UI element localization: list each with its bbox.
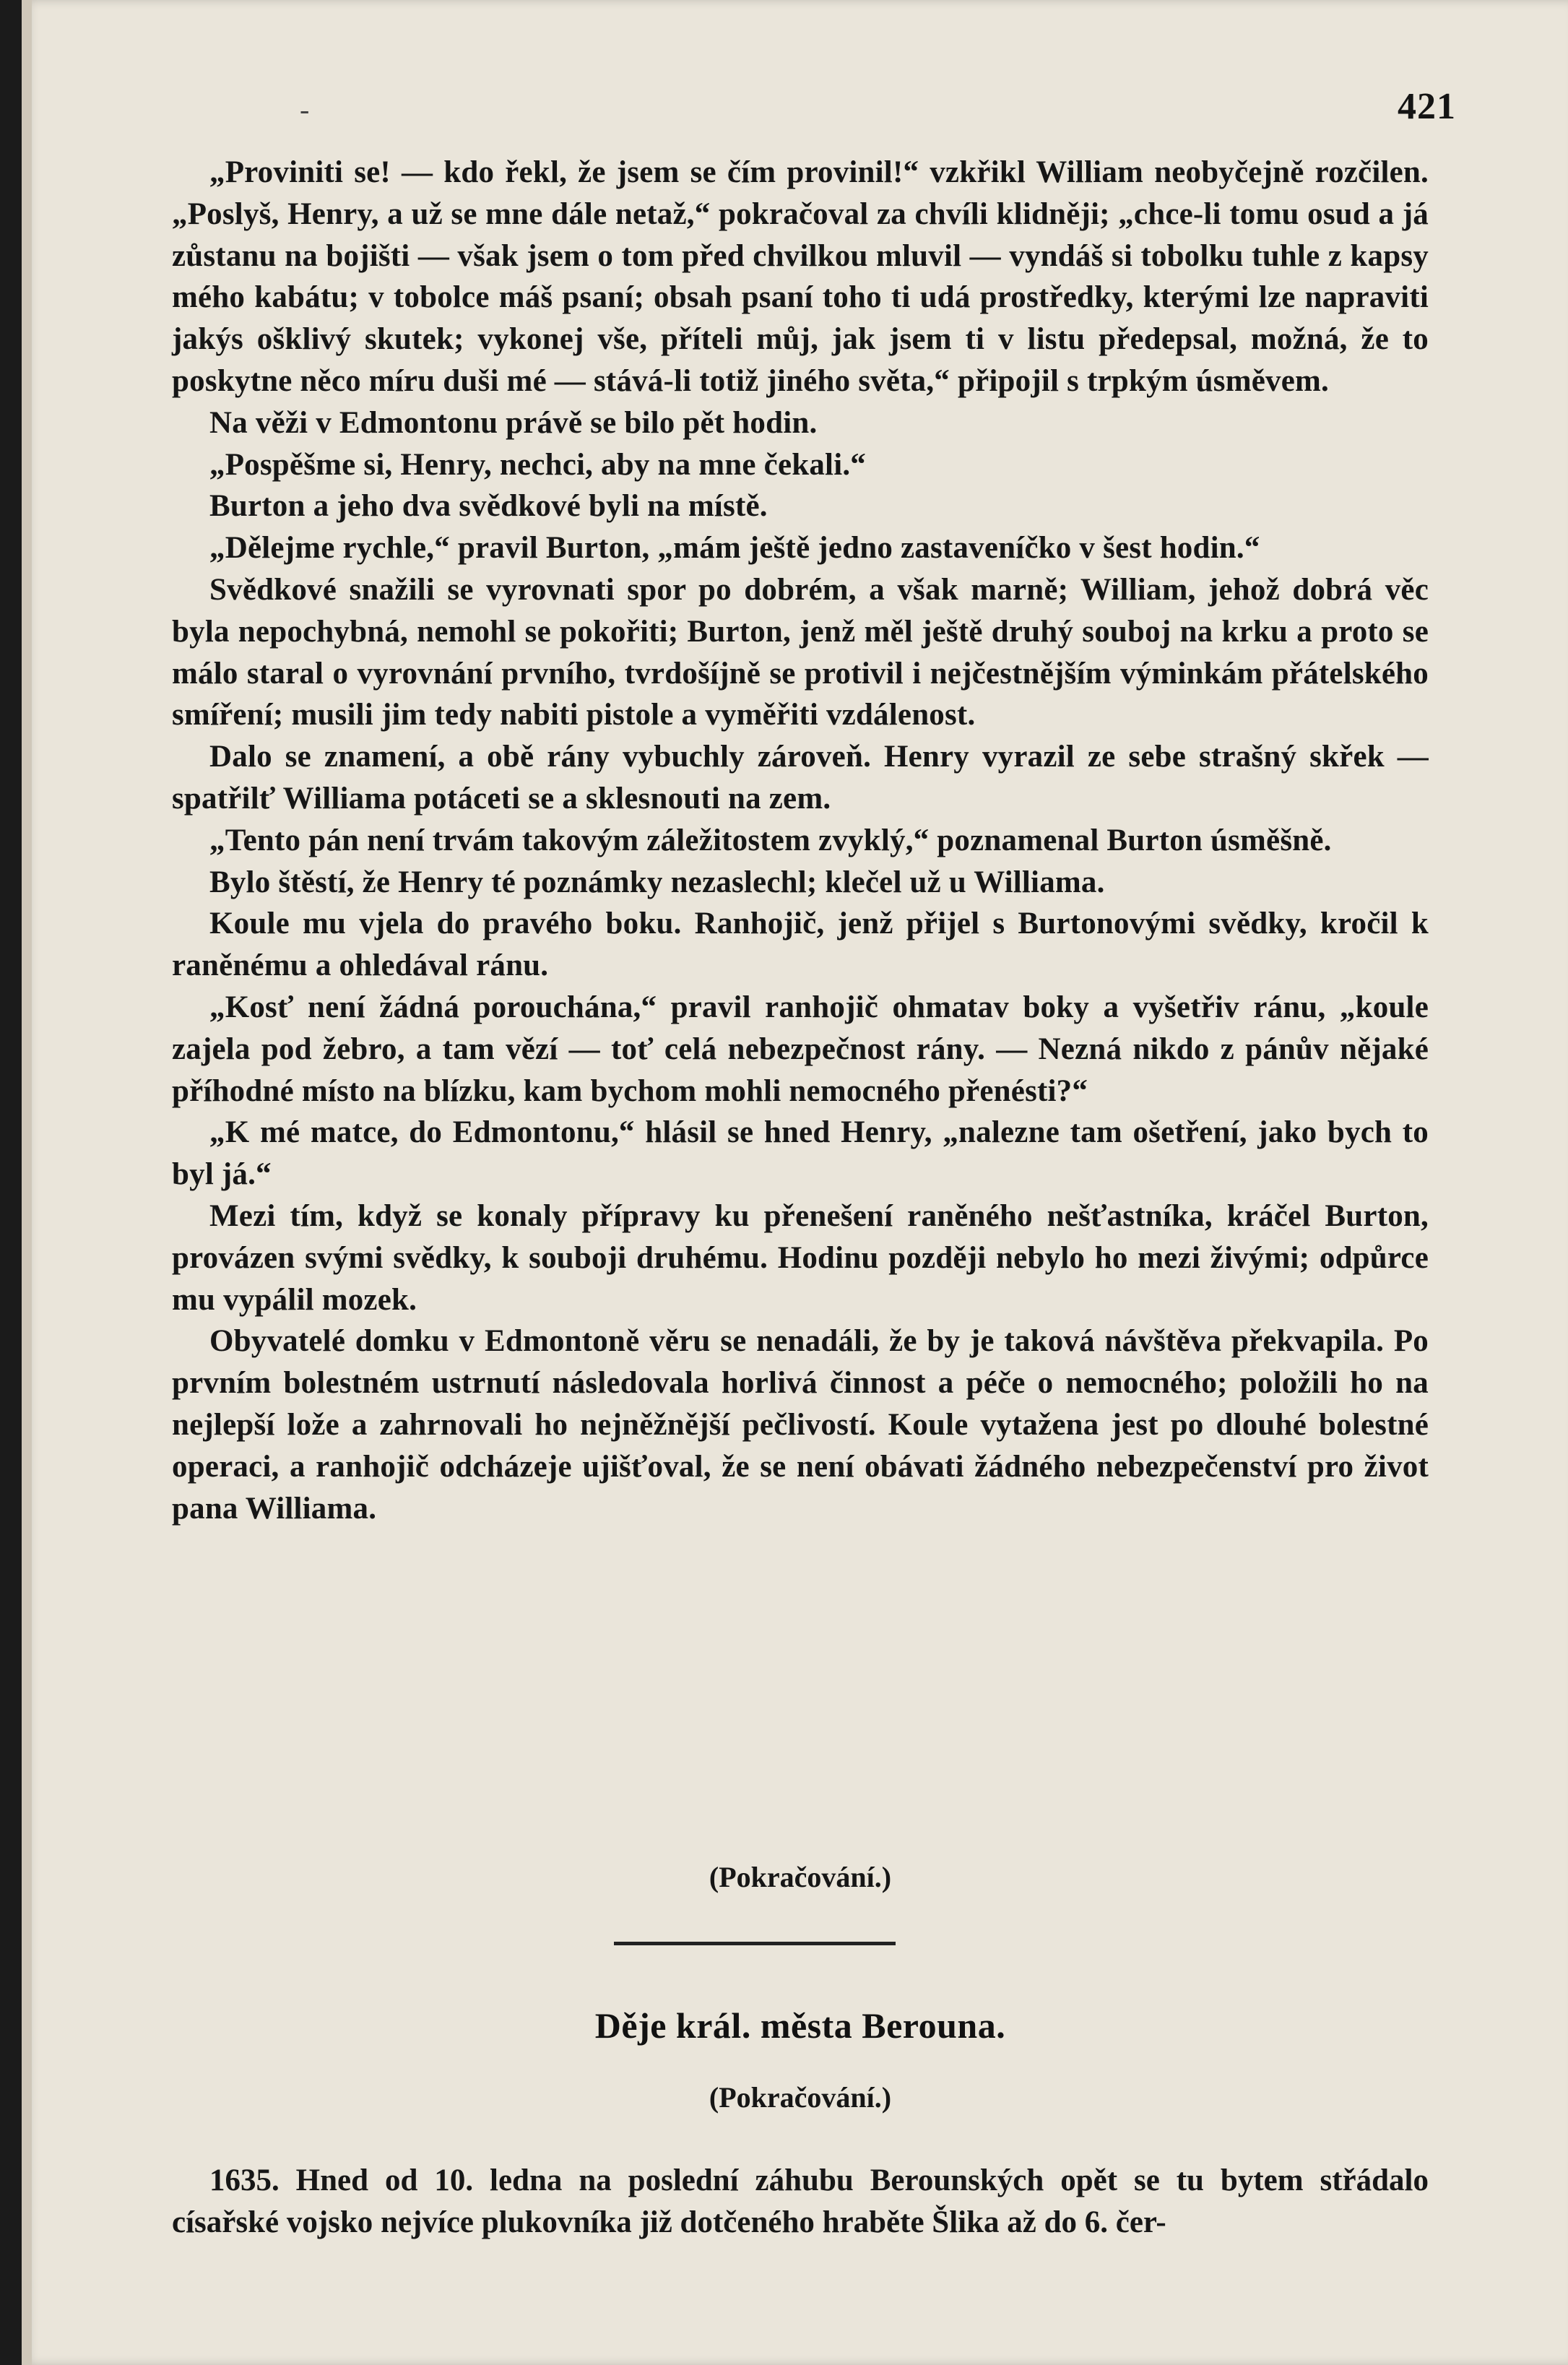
section-divider <box>614 1942 896 1945</box>
paragraph: Burton a jeho dva svědkové byli na místě. <box>209 489 768 524</box>
paragraph: „Kosť není žádná porouchána,“ pravil ranhojič ohmatav boky a vyšetřiv ránu, „koule zajela pod žebro, a tam vězí — toť celá nebezpečnost rány. — Nezná nikdo z pánův nějaké příhodné místo na blízku, kam bychom mohli nemocného přenésti?“ <box>172 990 1429 1108</box>
paragraph: Dalo se znamení, a obě rány vybuchly zároveň. Henry vyrazil ze sebe strašný skřek — spatřilť Williama potáceti se a sklesnouti na zem. <box>172 740 1429 816</box>
paragraph: „Pospěšme si, Henry, nechci, aby na mne čekali.“ <box>209 447 866 482</box>
paragraph: „Tento pán není trvám takovým záležitostem zvyklý,“ poznamenal Burton úsměšně. <box>209 823 1332 857</box>
section-continued-note: (Pokračování.) <box>709 2081 892 2114</box>
paragraph: Obyvatelé domku v Edmontoně věru se nenadáli, že by je taková návštěva překvapila. Po prvním bolestném ustrnutí následovala horlivá činnost a péče o nemocného; položili ho na nejlepší lože a zahrnovali ho nejněžnější pečlivostí. Koule vytažena jest po dlouhé bolestné operaci, a ranhojič odcházeje ujišťoval, že se není obávati žádného nebezpečenství pro život pana Williama. <box>172 1324 1429 1526</box>
paragraph: „Dělejme rychle,“ pravil Burton, „mám ještě jedno zastaveníčko v šest hodin.“ <box>209 531 1260 566</box>
paragraph: „Proviniti se! — kdo řekl, že jsem se čím provinil!“ vzkřikl William neobyčejně rozčilen. „Poslyš, Henry, a už se mne dále netaž,“ pokračoval za chvíli klidněji; „chce-li tomu osud a já zůstanu na bojišti — však jsem o tom před chvilkou mluvil — vyndáš si tobolku tuhle z kapsy mého kabátu; v tobolce máš psaní; obsah psaní toho ti udá prostředky, kterými lze napraviti jakýs ošklivý skutek; vykonej vše, příteli můj, jak jsem ti v listu předepsal, možná, že to poskytne něco míru duši mé — stává-li totiž jiného světa,“ připojil s trpkým úsměvem. <box>172 155 1429 398</box>
paragraph: Bylo štěstí, že Henry té poznámky nezaslechl; klečel už u Williama. <box>209 865 1105 899</box>
margin-dash: - <box>300 93 310 126</box>
paragraph: Koule mu vjela do pravého boku. Ranhojič, jenž přijel s Burtonovými svědky, kročil k raněnému a ohledával ránu. <box>172 907 1429 983</box>
paragraph: Svědkové snažili se vyrovnati spor po dobrém, a však marně; William, jehož dobrá věc byla nepochybná, nemohl se pokořiti; Burton, jenž měl ještě druhý souboj na krku a proto se málo staral o vyrovnání prvního, tvrdošíjně se protivil i nejčestnějším výminkám přátelského smíření; musili jim tedy nabiti pistole a vyměřiti vzdálenost. <box>172 572 1429 732</box>
paragraph: Na věži v Edmontonu právě se bilo pět hodin. <box>209 405 818 440</box>
book-page <box>22 0 1568 2365</box>
story-text <box>172 152 1429 1529</box>
paragraph: 1635. Hned od 10. ledna na poslední záhubu Berounských opět se tu bytem střádalo císařské vojsko nejvíce plukovníka již dotčeného hraběte Šlika až do 6. čer- <box>172 2163 1429 2239</box>
page-gutter <box>22 0 32 2365</box>
paragraph: „K mé matce, do Edmontonu,“ hlásil se hned Henry, „nalezne tam ošetření, jako bych to byl já.“ <box>172 1115 1429 1192</box>
page-number: 421 <box>1398 86 1456 127</box>
story-continued-note: (Pokračování.) <box>709 1861 892 1893</box>
section-title: Děje král. města Berouna. <box>594 2005 1006 2046</box>
paragraph: Mezi tím, když se konaly přípravy ku přenešení raněného nešťastníka, kráčel Burton, provázen svými svědky, k souboji druhému. Hodinu později nebylo ho mezi živými; odpůrce mu vypálil mozek. <box>172 1198 1429 1317</box>
section-text <box>172 2160 1429 2244</box>
